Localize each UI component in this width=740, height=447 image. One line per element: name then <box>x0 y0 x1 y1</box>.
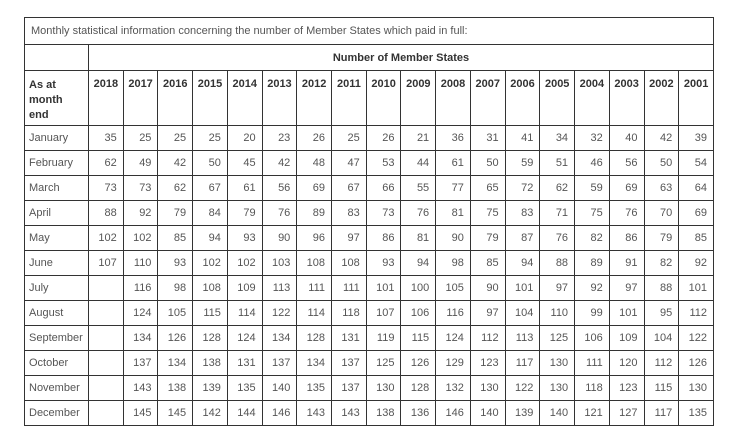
value-cell: 62 <box>158 176 193 201</box>
year-header: 2003 <box>609 71 644 126</box>
value-cell: 114 <box>297 301 332 326</box>
value-cell: 102 <box>227 251 262 276</box>
title-row <box>25 18 714 45</box>
value-cell: 63 <box>644 176 679 201</box>
value-cell: 92 <box>679 251 714 276</box>
value-cell: 40 <box>609 126 644 151</box>
value-cell: 26 <box>366 126 401 151</box>
value-cell: 114 <box>227 301 262 326</box>
value-cell: 112 <box>470 326 505 351</box>
value-cell: 107 <box>89 251 124 276</box>
year-header: 2013 <box>262 71 297 126</box>
table-row <box>25 351 714 376</box>
value-cell: 51 <box>540 151 575 176</box>
value-cell: 122 <box>679 326 714 351</box>
month-label: July <box>25 276 89 301</box>
value-cell: 35 <box>89 126 124 151</box>
value-cell: 113 <box>505 326 540 351</box>
value-cell: 130 <box>679 376 714 401</box>
value-cell: 48 <box>297 151 332 176</box>
value-cell: 94 <box>401 251 436 276</box>
value-cell: 145 <box>158 401 193 426</box>
value-cell: 103 <box>262 251 297 276</box>
value-cell: 97 <box>470 301 505 326</box>
value-cell: 142 <box>193 401 228 426</box>
value-cell: 25 <box>193 126 228 151</box>
value-cell: 101 <box>609 301 644 326</box>
value-cell: 79 <box>158 201 193 226</box>
value-cell: 111 <box>332 276 367 301</box>
value-cell: 93 <box>158 251 193 276</box>
value-cell: 128 <box>401 376 436 401</box>
year-header: 2005 <box>540 71 575 126</box>
value-cell: 90 <box>262 226 297 251</box>
year-header: 2004 <box>575 71 610 126</box>
year-header: 2017 <box>123 71 158 126</box>
value-cell: 34 <box>540 126 575 151</box>
value-cell: 126 <box>401 351 436 376</box>
value-cell: 140 <box>470 401 505 426</box>
value-cell: 61 <box>227 176 262 201</box>
value-cell: 135 <box>227 376 262 401</box>
table-row <box>25 226 714 251</box>
value-cell: 93 <box>366 251 401 276</box>
table-row <box>25 376 714 401</box>
value-cell: 123 <box>470 351 505 376</box>
value-cell: 102 <box>89 226 124 251</box>
value-cell: 130 <box>470 376 505 401</box>
value-cell: 122 <box>262 301 297 326</box>
value-cell: 36 <box>436 126 471 151</box>
value-cell: 75 <box>470 201 505 226</box>
value-cell: 105 <box>436 276 471 301</box>
value-cell: 41 <box>505 126 540 151</box>
value-cell: 88 <box>644 276 679 301</box>
value-cell: 66 <box>366 176 401 201</box>
value-cell: 146 <box>436 401 471 426</box>
value-cell: 82 <box>644 251 679 276</box>
value-cell: 102 <box>193 251 228 276</box>
value-cell: 88 <box>89 201 124 226</box>
value-cell: 79 <box>227 201 262 226</box>
value-cell: 79 <box>644 226 679 251</box>
value-cell: 25 <box>158 126 193 151</box>
value-cell: 138 <box>193 351 228 376</box>
value-cell: 89 <box>575 251 610 276</box>
value-cell: 67 <box>332 176 367 201</box>
value-cell: 82 <box>575 226 610 251</box>
value-cell: 49 <box>123 151 158 176</box>
value-cell: 108 <box>193 276 228 301</box>
month-label: January <box>25 126 89 151</box>
value-cell: 73 <box>366 201 401 226</box>
year-header: 2012 <box>297 71 332 126</box>
table-row <box>25 326 714 351</box>
value-cell: 113 <box>262 276 297 301</box>
value-cell: 127 <box>609 401 644 426</box>
value-cell: 90 <box>436 226 471 251</box>
month-label: October <box>25 351 89 376</box>
month-label: November <box>25 376 89 401</box>
value-cell: 112 <box>644 351 679 376</box>
value-cell: 56 <box>262 176 297 201</box>
value-cell: 73 <box>123 176 158 201</box>
value-cell: 42 <box>644 126 679 151</box>
value-cell: 109 <box>609 326 644 351</box>
value-cell: 69 <box>609 176 644 201</box>
value-cell: 100 <box>401 276 436 301</box>
month-label: February <box>25 151 89 176</box>
value-cell: 83 <box>332 201 367 226</box>
value-cell: 79 <box>470 226 505 251</box>
value-cell: 107 <box>366 301 401 326</box>
corner-header: As at month end <box>25 71 89 126</box>
value-cell: 73 <box>89 176 124 201</box>
value-cell: 143 <box>297 401 332 426</box>
table-row <box>25 301 714 326</box>
value-cell: 76 <box>540 226 575 251</box>
year-header: 2010 <box>366 71 401 126</box>
value-cell: 47 <box>332 151 367 176</box>
year-header: 2009 <box>401 71 436 126</box>
value-cell: 144 <box>227 401 262 426</box>
group-header: Number of Member States <box>89 45 714 71</box>
value-cell: 117 <box>505 351 540 376</box>
value-cell: 137 <box>332 351 367 376</box>
value-cell: 132 <box>436 376 471 401</box>
value-cell <box>89 276 124 301</box>
value-cell: 125 <box>540 326 575 351</box>
year-header: 2001 <box>679 71 714 126</box>
value-cell: 71 <box>540 201 575 226</box>
value-cell: 125 <box>366 351 401 376</box>
value-cell: 126 <box>158 326 193 351</box>
table-body <box>25 126 714 426</box>
year-header: 2014 <box>227 71 262 126</box>
value-cell: 110 <box>540 301 575 326</box>
value-cell: 81 <box>401 226 436 251</box>
value-cell: 20 <box>227 126 262 151</box>
value-cell: 98 <box>158 276 193 301</box>
value-cell: 26 <box>297 126 332 151</box>
value-cell: 25 <box>123 126 158 151</box>
value-cell: 89 <box>297 201 332 226</box>
value-cell: 39 <box>679 126 714 151</box>
value-cell: 54 <box>679 151 714 176</box>
value-cell: 81 <box>436 201 471 226</box>
value-cell: 101 <box>679 276 714 301</box>
value-cell: 83 <box>505 201 540 226</box>
value-cell: 102 <box>123 226 158 251</box>
value-cell: 44 <box>401 151 436 176</box>
value-cell: 31 <box>470 126 505 151</box>
value-cell: 70 <box>644 201 679 226</box>
value-cell: 50 <box>470 151 505 176</box>
value-cell: 143 <box>123 376 158 401</box>
value-cell: 109 <box>227 276 262 301</box>
value-cell <box>89 376 124 401</box>
value-cell: 77 <box>436 176 471 201</box>
value-cell: 25 <box>332 126 367 151</box>
year-header: 2015 <box>193 71 228 126</box>
value-cell: 59 <box>505 151 540 176</box>
value-cell: 137 <box>262 351 297 376</box>
value-cell: 75 <box>575 201 610 226</box>
value-cell: 86 <box>366 226 401 251</box>
value-cell: 72 <box>505 176 540 201</box>
year-header: 2011 <box>332 71 367 126</box>
value-cell: 101 <box>505 276 540 301</box>
value-cell: 61 <box>436 151 471 176</box>
value-cell: 97 <box>332 226 367 251</box>
year-header: 2006 <box>505 71 540 126</box>
value-cell: 116 <box>123 276 158 301</box>
value-cell: 111 <box>575 351 610 376</box>
statistics-table-container <box>24 17 714 426</box>
value-cell: 112 <box>679 301 714 326</box>
table-row <box>25 176 714 201</box>
table-title: Monthly statistical information concerning the number of Member States which paid in full: <box>25 18 714 45</box>
value-cell: 104 <box>505 301 540 326</box>
value-cell: 92 <box>575 276 610 301</box>
year-header: 2002 <box>644 71 679 126</box>
value-cell: 130 <box>366 376 401 401</box>
value-cell: 84 <box>193 201 228 226</box>
value-cell <box>89 401 124 426</box>
value-cell: 94 <box>193 226 228 251</box>
table-row <box>25 276 714 301</box>
value-cell: 130 <box>540 351 575 376</box>
value-cell: 139 <box>193 376 228 401</box>
value-cell: 118 <box>332 301 367 326</box>
year-header: 2008 <box>436 71 471 126</box>
value-cell: 21 <box>401 126 436 151</box>
value-cell: 59 <box>575 176 610 201</box>
value-cell: 94 <box>505 251 540 276</box>
value-cell: 42 <box>262 151 297 176</box>
value-cell: 45 <box>227 151 262 176</box>
value-cell: 124 <box>227 326 262 351</box>
value-cell: 118 <box>575 376 610 401</box>
value-cell: 110 <box>123 251 158 276</box>
value-cell: 95 <box>644 301 679 326</box>
value-cell: 104 <box>644 326 679 351</box>
value-cell: 115 <box>644 376 679 401</box>
value-cell: 76 <box>262 201 297 226</box>
value-cell: 50 <box>644 151 679 176</box>
value-cell: 135 <box>297 376 332 401</box>
value-cell: 108 <box>297 251 332 276</box>
value-cell: 116 <box>436 301 471 326</box>
value-cell <box>89 351 124 376</box>
value-cell: 134 <box>262 326 297 351</box>
month-label: September <box>25 326 89 351</box>
value-cell: 131 <box>332 326 367 351</box>
value-cell: 137 <box>123 351 158 376</box>
table-row <box>25 126 714 151</box>
month-label: December <box>25 401 89 426</box>
group-header-row <box>25 45 714 71</box>
value-cell: 99 <box>575 301 610 326</box>
value-cell: 115 <box>401 326 436 351</box>
value-cell: 93 <box>227 226 262 251</box>
value-cell: 50 <box>193 151 228 176</box>
value-cell: 65 <box>470 176 505 201</box>
value-cell: 106 <box>401 301 436 326</box>
month-label: June <box>25 251 89 276</box>
value-cell: 101 <box>366 276 401 301</box>
value-cell: 85 <box>679 226 714 251</box>
value-cell: 129 <box>436 351 471 376</box>
value-cell: 111 <box>297 276 332 301</box>
value-cell: 140 <box>262 376 297 401</box>
value-cell: 92 <box>123 201 158 226</box>
value-cell: 46 <box>575 151 610 176</box>
value-cell: 134 <box>158 351 193 376</box>
value-cell: 98 <box>436 251 471 276</box>
value-cell: 124 <box>123 301 158 326</box>
value-cell: 138 <box>158 376 193 401</box>
table-row <box>25 201 714 226</box>
value-cell: 85 <box>470 251 505 276</box>
value-cell: 87 <box>505 226 540 251</box>
value-cell: 91 <box>609 251 644 276</box>
value-cell: 42 <box>158 151 193 176</box>
value-cell: 123 <box>609 376 644 401</box>
value-cell: 128 <box>193 326 228 351</box>
value-cell: 126 <box>679 351 714 376</box>
table-row <box>25 251 714 276</box>
value-cell: 90 <box>470 276 505 301</box>
value-cell: 62 <box>89 151 124 176</box>
value-cell: 86 <box>609 226 644 251</box>
member-states-paid-in-full-table <box>24 17 714 426</box>
value-cell: 76 <box>401 201 436 226</box>
value-cell: 97 <box>609 276 644 301</box>
value-cell: 122 <box>505 376 540 401</box>
value-cell: 69 <box>297 176 332 201</box>
value-cell: 121 <box>575 401 610 426</box>
value-cell: 96 <box>297 226 332 251</box>
value-cell <box>89 326 124 351</box>
year-header: 2018 <box>89 71 124 126</box>
value-cell: 139 <box>505 401 540 426</box>
value-cell: 137 <box>332 376 367 401</box>
value-cell: 56 <box>609 151 644 176</box>
value-cell: 117 <box>644 401 679 426</box>
value-cell: 55 <box>401 176 436 201</box>
value-cell: 138 <box>366 401 401 426</box>
table-row <box>25 401 714 426</box>
month-label: May <box>25 226 89 251</box>
value-cell: 62 <box>540 176 575 201</box>
value-cell: 32 <box>575 126 610 151</box>
value-cell: 120 <box>609 351 644 376</box>
value-cell: 88 <box>540 251 575 276</box>
value-cell: 23 <box>262 126 297 151</box>
value-cell: 69 <box>679 201 714 226</box>
value-cell: 64 <box>679 176 714 201</box>
value-cell: 134 <box>123 326 158 351</box>
blank-corner-cell <box>25 45 89 71</box>
value-cell: 76 <box>609 201 644 226</box>
value-cell: 53 <box>366 151 401 176</box>
value-cell: 131 <box>227 351 262 376</box>
value-cell: 85 <box>158 226 193 251</box>
value-cell: 67 <box>193 176 228 201</box>
value-cell: 135 <box>679 401 714 426</box>
value-cell: 105 <box>158 301 193 326</box>
value-cell: 108 <box>332 251 367 276</box>
value-cell: 140 <box>540 401 575 426</box>
value-cell: 97 <box>540 276 575 301</box>
value-cell: 143 <box>332 401 367 426</box>
value-cell: 145 <box>123 401 158 426</box>
table-row <box>25 151 714 176</box>
value-cell: 119 <box>366 326 401 351</box>
year-header-row <box>25 71 714 126</box>
month-label: March <box>25 176 89 201</box>
value-cell: 128 <box>297 326 332 351</box>
value-cell: 115 <box>193 301 228 326</box>
year-header: 2016 <box>158 71 193 126</box>
value-cell: 146 <box>262 401 297 426</box>
month-label: August <box>25 301 89 326</box>
value-cell: 130 <box>540 376 575 401</box>
year-header: 2007 <box>470 71 505 126</box>
value-cell: 134 <box>297 351 332 376</box>
value-cell: 136 <box>401 401 436 426</box>
value-cell: 124 <box>436 326 471 351</box>
value-cell: 106 <box>575 326 610 351</box>
value-cell <box>89 301 124 326</box>
month-label: April <box>25 201 89 226</box>
